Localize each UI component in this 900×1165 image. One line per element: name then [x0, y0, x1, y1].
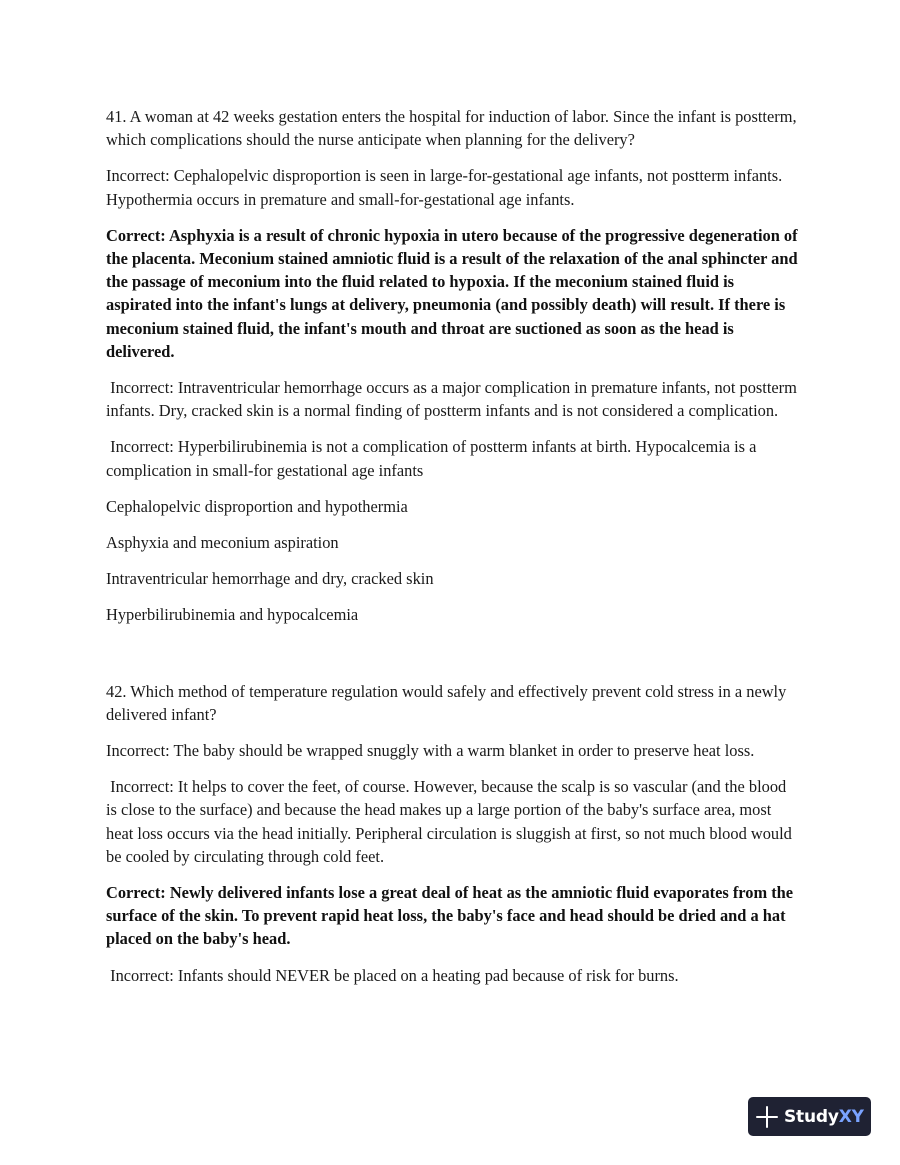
feedback-42-a: Incorrect: The baby should be wrapped snuggly with a warm blanket in order to preserve heat loss.	[106, 741, 755, 761]
brand-name-study: Study	[784, 1106, 839, 1127]
feedback-41-d: Incorrect: Hyperbilirubinemia is not a complication of postterm infants at birth. Hypocalcemia is a complication in small-for gestational age infants	[106, 437, 761, 480]
plus-icon	[756, 1106, 778, 1128]
option-41-d: Hyperbilirubinemia and hypocalcemia	[106, 605, 359, 625]
feedback-42-c-correct: Correct: Newly delivered infants lose a great deal of heat as the amniotic fluid evaporates from the surface of the skin. To prevent rapid heat loss, the baby's face and head should be dried and a hat placed on the baby's head.	[106, 883, 794, 949]
feedback-41-b-correct: Correct: Asphyxia is a result of chronic hypoxia in utero because of the progressive degeneration of the placenta. Meconium stained amniotic fluid is a result of the relaxation of the anal sphincter and the passage of meconium into the fluid related to hypoxia. If the meconium stained fluid is aspirated into the infant's lungs at delivery, pneumonia (and possibly death) will result. If there is meconium stained fluid, the infant's mouth and throat are suctioned as soon as the head is delivered.	[106, 225, 798, 361]
question-spacer	[106, 640, 800, 680]
option-41-b: Asphyxia and meconium aspiration	[106, 533, 339, 553]
document-page	[106, 105, 800, 1000]
feedback-41-c: Incorrect: Intraventricular hemorrhage occurs as a major complication in premature infants, not postterm infants. Dry, cracked skin is a normal finding of postterm infants and is not considered a complication.	[106, 378, 801, 421]
feedback-42-b: Incorrect: It helps to cover the feet, of course. However, because the scalp is so vascular (and the blood is close to the surface) and because the head makes up a large portion of the baby's surface area, most heat loss occurs via the head initially. Peripheral circulation is sluggish at first, so not much blood would be cooled by circulating through cold feet.	[106, 777, 796, 866]
brand-name	[784, 1107, 864, 1127]
option-41-a: Cephalopelvic disproportion and hypothermia	[106, 496, 408, 516]
brand-name-xy: XY	[838, 1106, 864, 1127]
feedback-42-d: Incorrect: Infants should NEVER be placed on a heating pad because of risk for burns.	[106, 965, 679, 985]
studyxy-logo-badge[interactable]	[748, 1097, 871, 1136]
question-42-text: 42. Which method of temperature regulation would safely and effectively prevent cold stress in a newly delivered infant?	[106, 681, 787, 724]
option-41-c: Intraventricular hemorrhage and dry, cracked skin	[106, 569, 434, 589]
feedback-41-a: Incorrect: Cephalopelvic disproportion is seen in large-for-gestational age infants, not postterm infants. Hypothermia occurs in premature and small-for-gestational age infants.	[106, 166, 783, 209]
question-41-text: 41. A woman at 42 weeks gestation enters the hospital for induction of labor. Since the infant is postterm, which complications should the nurse anticipate when planning for the delivery?	[106, 107, 797, 150]
